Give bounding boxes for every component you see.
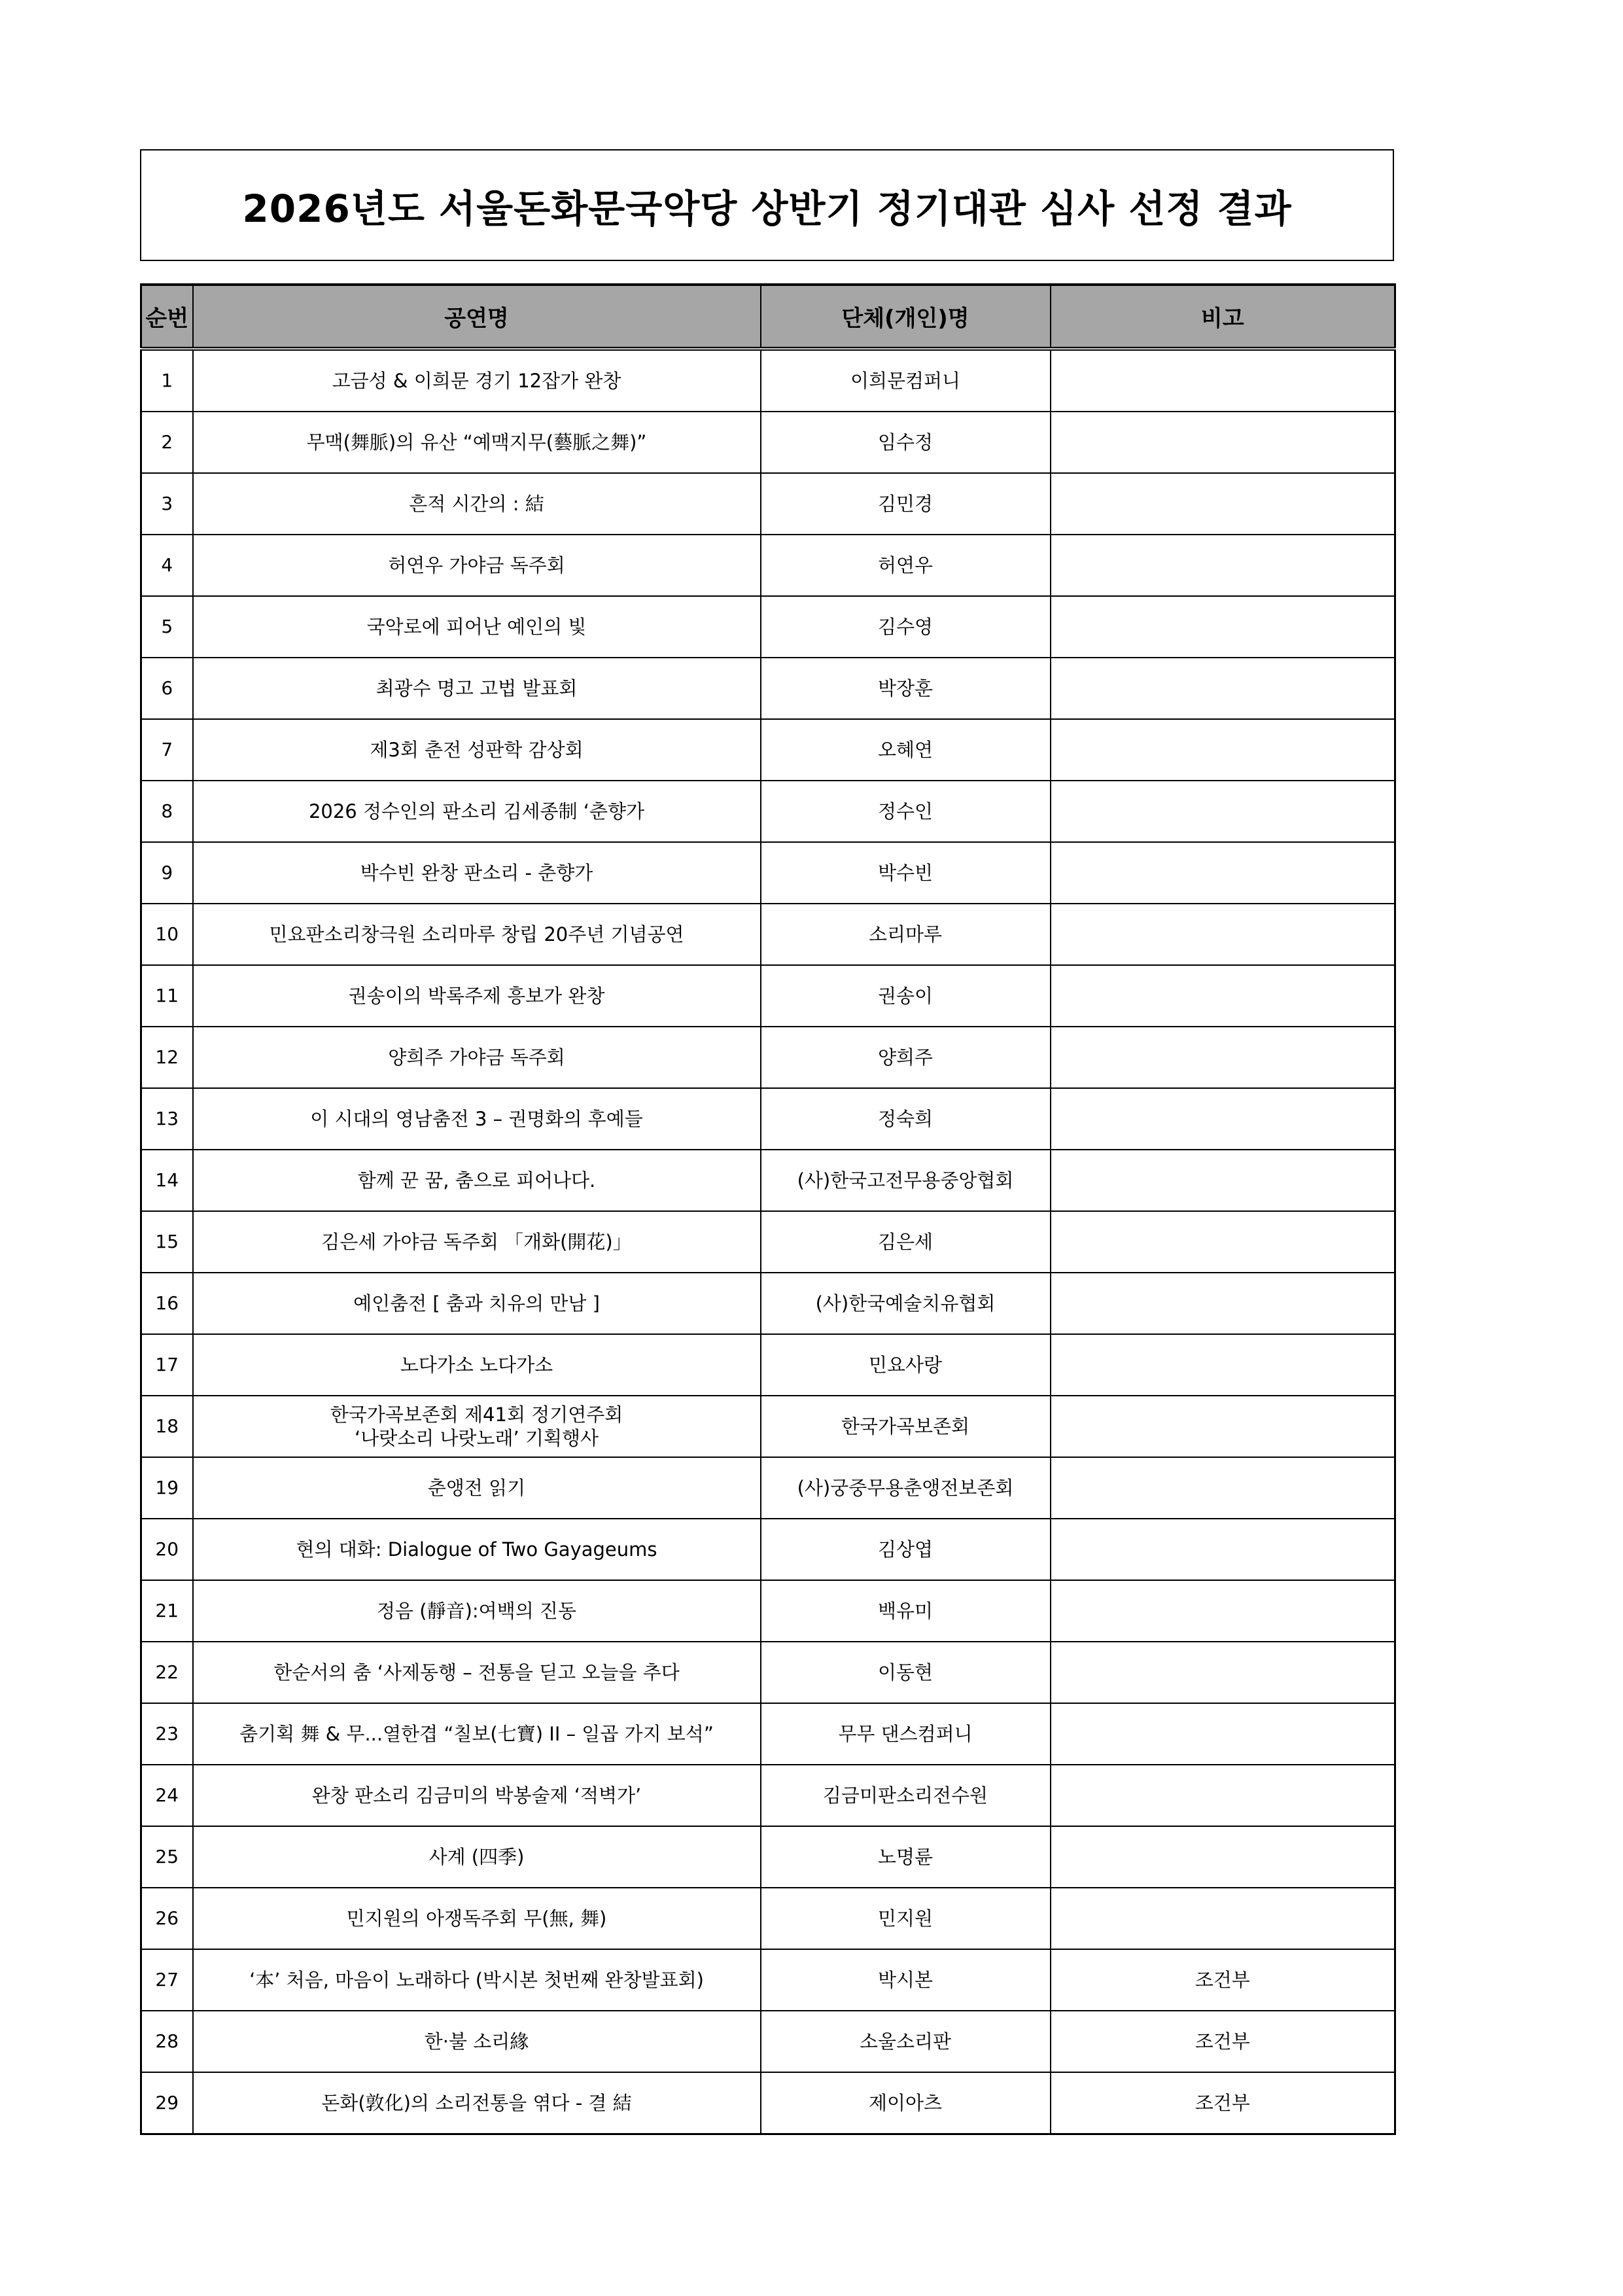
cell-no: 28 (141, 2011, 193, 2072)
cell-note (1051, 596, 1395, 658)
cell-group: 박시본 (761, 1949, 1051, 2011)
cell-group: 소리마루 (761, 904, 1051, 965)
cell-note (1051, 1150, 1395, 1211)
cell-performance: 정음 (靜音):여백의 진동 (193, 1580, 761, 1642)
table-row (141, 842, 1395, 904)
cell-note (1051, 1334, 1395, 1396)
cell-note (1051, 719, 1395, 781)
cell-performance: ‘本’ 처음, 마음이 노래하다 (박시본 첫번째 완창발표회) (193, 1949, 761, 2011)
table-body (141, 349, 1395, 2134)
table-row (141, 1888, 1395, 1949)
cell-note: 조건부 (1051, 2072, 1395, 2134)
cell-performance: 춘앵전 읽기 (193, 1457, 761, 1519)
cell-group: 김은세 (761, 1211, 1051, 1273)
cell-group: 무무 댄스컴퍼니 (761, 1703, 1051, 1765)
table-row (141, 1949, 1395, 2011)
cell-performance: 한순서의 춤 ‘사제동행 – 전통을 딛고 오늘을 추다 (193, 1642, 761, 1703)
cell-performance: 김은세 가야금 독주회 「개화(開花)」 (193, 1211, 761, 1273)
table-row (141, 1150, 1395, 1211)
cell-group: 양희주 (761, 1027, 1051, 1088)
cell-group: 김금미판소리전수원 (761, 1765, 1051, 1826)
cell-note (1051, 965, 1395, 1027)
cell-note (1051, 1211, 1395, 1273)
cell-group: 김수영 (761, 596, 1051, 658)
cell-note (1051, 1642, 1395, 1703)
table-row (141, 1273, 1395, 1334)
cell-note (1051, 412, 1395, 473)
cell-group: (사)궁중무용춘앵전보존회 (761, 1457, 1051, 1519)
table-row (141, 1580, 1395, 1642)
cell-group: 한국가곡보존회 (761, 1396, 1051, 1457)
cell-note (1051, 349, 1395, 412)
table-row (141, 1211, 1395, 1273)
cell-no: 21 (141, 1580, 193, 1642)
table-row (141, 2072, 1395, 2134)
cell-performance: 한국가곡보존회 제41회 정기연주회 ‘나랏소리 나랏노래’ 기획행사 (193, 1396, 761, 1457)
cell-no: 9 (141, 842, 193, 904)
cell-no: 10 (141, 904, 193, 965)
cell-note: 조건부 (1051, 2011, 1395, 2072)
cell-group: 허연우 (761, 535, 1051, 596)
cell-performance: 고금성 & 이희문 경기 12잡가 완창 (193, 349, 761, 412)
cell-performance: 돈화(敦化)의 소리전통을 엮다 - 결 結 (193, 2072, 761, 2134)
table-row (141, 412, 1395, 473)
cell-no: 23 (141, 1703, 193, 1765)
cell-group: 정수인 (761, 781, 1051, 842)
cell-no: 5 (141, 596, 193, 658)
table-row (141, 1765, 1395, 1826)
cell-no: 8 (141, 781, 193, 842)
cell-note (1051, 1580, 1395, 1642)
table-row (141, 719, 1395, 781)
cell-no: 1 (141, 349, 193, 412)
cell-performance: 국악로에 피어난 예인의 빛 (193, 596, 761, 658)
document-title-box (140, 149, 1394, 261)
table-row (141, 781, 1395, 842)
cell-performance: 박수빈 완창 판소리 - 춘향가 (193, 842, 761, 904)
table-row (141, 1334, 1395, 1396)
cell-no: 3 (141, 473, 193, 535)
selection-results-table (140, 283, 1396, 2135)
cell-performance: 허연우 가야금 독주회 (193, 535, 761, 596)
cell-note (1051, 1457, 1395, 1519)
header-performance: 공연명 (193, 285, 761, 349)
header-group: 단체(개인)명 (761, 285, 1051, 349)
cell-no: 12 (141, 1027, 193, 1088)
table-row (141, 535, 1395, 596)
cell-performance: 춤기획 舞 & 무...열한겹 “칠보(七寶) II – 일곱 가지 보석” (193, 1703, 761, 1765)
cell-no: 2 (141, 412, 193, 473)
cell-note (1051, 904, 1395, 965)
table-row (141, 596, 1395, 658)
cell-no: 19 (141, 1457, 193, 1519)
document-title: 2026년도 서울돈화문국악당 상반기 정기대관 심사 선정 결과 (242, 186, 1292, 231)
table-header-row (141, 285, 1395, 349)
table-row (141, 904, 1395, 965)
cell-performance: 민요판소리창극원 소리마루 창립 20주년 기념공연 (193, 904, 761, 965)
cell-no: 11 (141, 965, 193, 1027)
cell-note (1051, 1027, 1395, 1088)
table-row (141, 1457, 1395, 1519)
cell-performance: 2026 정수인의 판소리 김세종制 ‘춘향가 (193, 781, 761, 842)
table-row (141, 965, 1395, 1027)
cell-performance: 함께 꾼 꿈, 춤으로 피어나다. (193, 1150, 761, 1211)
cell-note (1051, 1396, 1395, 1457)
cell-performance: 흔적 시간의 : 結 (193, 473, 761, 535)
cell-note (1051, 1088, 1395, 1150)
cell-no: 27 (141, 1949, 193, 2011)
cell-group: 김상엽 (761, 1519, 1051, 1580)
cell-performance: 완창 판소리 김금미의 박봉술제 ‘적벽가’ (193, 1765, 761, 1826)
cell-performance: 노다가소 노다가소 (193, 1334, 761, 1396)
cell-group: 노명륜 (761, 1826, 1051, 1888)
cell-no: 26 (141, 1888, 193, 1949)
cell-no: 24 (141, 1765, 193, 1826)
cell-group: 정숙희 (761, 1088, 1051, 1150)
cell-group: 이동현 (761, 1642, 1051, 1703)
cell-note (1051, 1519, 1395, 1580)
cell-no: 4 (141, 535, 193, 596)
cell-note: 조건부 (1051, 1949, 1395, 2011)
header-no: 순번 (141, 285, 193, 349)
cell-no: 6 (141, 658, 193, 719)
cell-no: 25 (141, 1826, 193, 1888)
cell-group: 임수정 (761, 412, 1051, 473)
cell-performance: 사계 (四季) (193, 1826, 761, 1888)
table-row (141, 349, 1395, 412)
cell-note (1051, 842, 1395, 904)
cell-group: 제이아츠 (761, 2072, 1051, 2134)
cell-note (1051, 1888, 1395, 1949)
cell-group: 이희문컴퍼니 (761, 349, 1051, 412)
cell-performance: 이 시대의 영남춤전 3 – 권명화의 후예들 (193, 1088, 761, 1150)
cell-no: 13 (141, 1088, 193, 1150)
cell-note (1051, 658, 1395, 719)
cell-group: 박장훈 (761, 658, 1051, 719)
cell-group: 박수빈 (761, 842, 1051, 904)
table-row (141, 1826, 1395, 1888)
cell-group: 민요사랑 (761, 1334, 1051, 1396)
cell-performance: 양희주 가야금 독주회 (193, 1027, 761, 1088)
cell-performance: 제3회 춘전 성판학 감상회 (193, 719, 761, 781)
cell-group: 오혜연 (761, 719, 1051, 781)
cell-performance: 무맥(舞脈)의 유산 “예맥지무(藝脈之舞)” (193, 412, 761, 473)
cell-performance: 최광수 명고 고법 발표회 (193, 658, 761, 719)
cell-group: 김민경 (761, 473, 1051, 535)
cell-no: 14 (141, 1150, 193, 1211)
cell-group: 백유미 (761, 1580, 1051, 1642)
cell-note (1051, 1765, 1395, 1826)
table-row (141, 1703, 1395, 1765)
cell-performance: 권송이의 박록주제 흥보가 완창 (193, 965, 761, 1027)
cell-no: 16 (141, 1273, 193, 1334)
header-note: 비고 (1051, 285, 1395, 349)
table-row (141, 2011, 1395, 2072)
cell-group: (사)한국예술치유협회 (761, 1273, 1051, 1334)
cell-group: 민지원 (761, 1888, 1051, 1949)
cell-note (1051, 781, 1395, 842)
table-row (141, 1027, 1395, 1088)
cell-performance: 한·불 소리緣 (193, 2011, 761, 2072)
cell-no: 17 (141, 1334, 193, 1396)
cell-no: 15 (141, 1211, 193, 1273)
cell-note (1051, 1273, 1395, 1334)
cell-no: 20 (141, 1519, 193, 1580)
cell-note (1051, 535, 1395, 596)
cell-group: (사)한국고전무용중앙협회 (761, 1150, 1051, 1211)
table-row (141, 1088, 1395, 1150)
cell-note (1051, 1826, 1395, 1888)
cell-no: 7 (141, 719, 193, 781)
cell-group: 소울소리판 (761, 2011, 1051, 2072)
table-row (141, 1519, 1395, 1580)
cell-performance: 예인춤전 [ 춤과 치유의 만남 ] (193, 1273, 761, 1334)
cell-note (1051, 1703, 1395, 1765)
cell-note (1051, 473, 1395, 535)
cell-no: 18 (141, 1396, 193, 1457)
table-row (141, 473, 1395, 535)
cell-performance: 민지원의 아쟁독주회 무(無, 舞) (193, 1888, 761, 1949)
cell-no: 22 (141, 1642, 193, 1703)
cell-no: 29 (141, 2072, 193, 2134)
table-row (141, 1642, 1395, 1703)
table-row (141, 658, 1395, 719)
table-row (141, 1396, 1395, 1457)
cell-group: 권송이 (761, 965, 1051, 1027)
cell-performance: 현의 대화: Dialogue of Two Gayageums (193, 1519, 761, 1580)
